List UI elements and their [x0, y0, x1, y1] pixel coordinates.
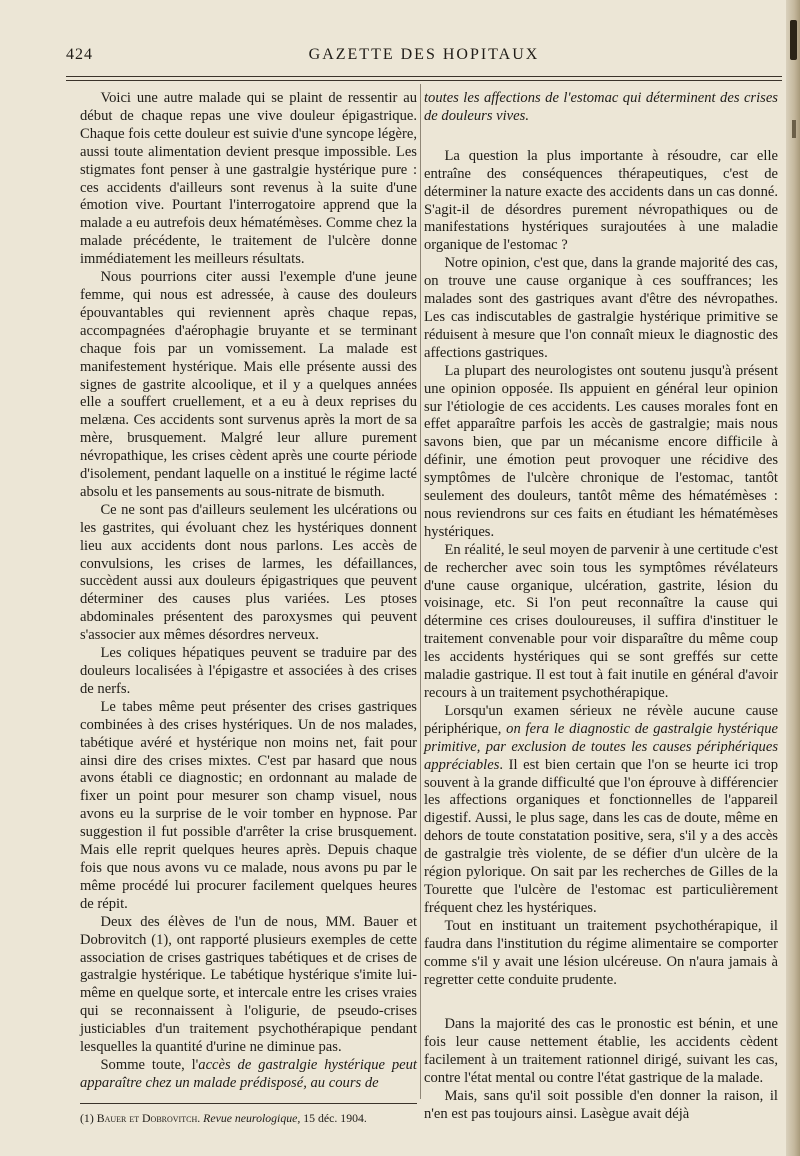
- footnote-authors: Bauer et Dobrovitch.: [96, 1111, 201, 1125]
- paragraph: Mais, sans qu'il soit possible d'en donner la raison, il n'en est pas toujours ainsi. Lasègue avait déjà: [424, 1088, 778, 1122]
- page-edge-mark: [790, 20, 797, 60]
- header-rule: [66, 76, 782, 77]
- footnote-rule: [80, 1103, 417, 1104]
- footnote: [80, 1111, 420, 1126]
- paragraph: Notre opinion, c'est que, dans la grande majorité des cas, on trouve une cause organique à ces souffrances; les malades sont des gastriques avant d'être des névropathes. Les cas indiscutables de gastralgie hystérique primitive se réduisent à mesure que l'on connaît mieux le diagnostic des affections gastriques.: [424, 255, 778, 361]
- paragraph: [80, 1057, 417, 1093]
- left-column: [80, 90, 417, 1093]
- paragraph: Tout en instituant un traitement psychothérapique, il faudra dans l'institution du régime alimentaire se comporter comme s'il y avait une lésion ulcéreuse. On n'aura jamais à regretter cette conduite prudente.: [424, 917, 778, 988]
- paragraph: Dans la majorité des cas le pronostic est bénin, et une fois leur cause nettement établie, les accidents cèdent facilement à un traitement rationnel dirigé, suivant les cas, contre l'état mental ou contre l'état gastrique de la malade.: [424, 1016, 778, 1087]
- page-edge-mark: [792, 120, 796, 138]
- footnote-marker: (1): [80, 1111, 97, 1125]
- paragraph: Deux des élèves de l'un de nous, MM. Bauer et Dobrovitch (1), ont rapporté plusieurs exemples de cette association de crises gastriques tabétiques et de crises de gastralgie hystérique. Le tabétique hystérique s'imite lui-même en quelque sorte, et intercale entre les crises vraies qui se reconnaissent à l'oligurie, de pseudo-crises justiciables d'un traitement psychothérapique pendant lesquelles la quantité d'urine ne diminue pas.: [80, 913, 417, 1056]
- paragraph-text: . Il est bien certain que l'on se heurte ici trop souvent à la grande difficulté que l'on éprouve à différencier les affections organiques et fonctionnelles de l'appareil digestif. Aussi, le plus sage, dans les cas de doute, même en dehors de toute constatation positive, sera, s'il y a des accès de gastralgie très violente, de se défier d'un ulcère de la région pylorique. On sait par les recherches de Gilles de la Tourette que l'ulcère de l'estomac est particulièrement fréquent chez les hystériques.: [424, 756, 778, 916]
- page-number: 424: [66, 46, 93, 63]
- journal-title: GAZETTE DES HOPITAUX: [308, 46, 540, 63]
- paragraph: [424, 90, 778, 126]
- paragraph: Nous pourrions citer aussi l'exemple d'une jeune femme, qui nous est adressée, à cause des douleurs épouvantables qui reviennent après chaque repas, accompagnées d'aérophagie bruyante et se terminant chaque fois par un vomissement. La malade est manifestement hystérique. Mais elle présente aussi des signes de gastrite alcoolique, et il y a quelques années elle a souffert cruellement, et a eu à deux reprises du melæna. Ces accidents sont survenus après la mort de sa mère, brusquement. Malgré leur allure purement névropathique, les crises cèdent après une courte période d'isolement, pendant laquelle on a institué le régime lacté absolu et les pansements au sous-nitrate de bismuth.: [80, 269, 417, 500]
- header-rule: [66, 80, 782, 81]
- paragraph: La question la plus importante à résoudre, car elle entraîne des conséquences thérapeutiques, c'est de déterminer la nature exacte des accidents dans un cas donné. S'agit-il de désordres purement névropathiques ou de manifestations hystériques surajoutées à une maladie organique de l'estomac ?: [424, 147, 778, 254]
- footnote-journal: Revue neurologique,: [203, 1111, 301, 1125]
- footnote-date: 15 déc. 1904.: [300, 1111, 367, 1125]
- emphasized-text: accès de gastralgie hystérique peut apparaître chez un malade prédisposé, au cours de: [80, 1056, 417, 1091]
- paragraph: Les coliques hépatiques peuvent se traduire par des douleurs localisées à l'épigastre et associées à des crises de nerfs.: [80, 645, 417, 697]
- paragraph-text: Lorsqu'un examen sérieux ne révèle aucune cause périphérique,: [424, 702, 778, 737]
- paragraph: Le tabes même peut présenter des crises gastriques combinées à des crises hystériques. Un de nos malades, tabétique avéré et hystérique non moins net, fait pour ainsi dire des crises mixtes. C'est par hasard que nous avons établi ce diagnostic; en ordonnant au malade de fixer un point pour mesurer son champ visuel, nous avons eu la surprise de le voir tomber en hypnose. Par suggestion il fut possible d'arrêter la crise brusquement. Mais elle reprit quelques heures après. Depuis chaque fois que nous avons vu ce malade, nous avons pu par le même procédé lui procurer facilement quelques heures de répit.: [80, 698, 417, 912]
- paragraph: [424, 703, 778, 918]
- emphasized-text: toutes les affections de l'estomac qui déterminent des crises de douleurs vives.: [424, 90, 778, 124]
- paragraph: En réalité, le seul moyen de parvenir à une certitude c'est de rechercher avec soin tous les symptômes révélateurs d'une cause organique, ulcération, gastrite, lésion du voisinage, etc. Si l'on peut reconnaître la cause qui détermine ces crises douloureuses, il suffira d'instituer le traitement convenable pour voir disparaître du même coup les accidents hystériques qui se sont greffés sur cette maladie gastrique. Il est tout à fait inutile en général d'avoir recours à un traitement psychothérapique.: [424, 541, 778, 701]
- right-column: [424, 90, 778, 1124]
- paragraph: Voici une autre malade qui se plaint de ressentir au début de chaque repas une vive douleur épigastrique. Chaque fois cette douleur est suivie d'une syncope légère, aussi toute alimentation devient presque impossible. Les stigmates font penser à une gastralgie hystérique pure : ces accidents d'ailleurs sont revenus à la suite d'une émotion vive. Pourtant l'interrogatoire apprend que la malade a eu autrefois deux hématémèses. Comme chez la malade précédente, le traitement de l'ulcère donne immédiatement les meilleurs résultats.: [80, 90, 417, 268]
- page-header: [66, 46, 782, 70]
- column-divider: [420, 84, 421, 1099]
- emphasized-text: on fera le diagnostic de gastralgie hystérique primitive, par exclusion de toutes les causes périphériques appréciables: [424, 720, 778, 773]
- paragraph-text: Somme toute, l': [100, 1056, 199, 1073]
- paragraph: La plupart des neurologistes ont soutenu jusqu'à présent une opinion opposée. Ils appuient en général leur opinion sur l'étiologie de ces accidents. Les causes morales font en effet apparaître parfois les accès de gastralgie; mais nous savons bien, que par un mécanisme encore difficile à définir, une émotion peut provoquer une récidive des symptômes de l'ulcère chronique de l'estomac, tantôt seulement des douleurs, tantôt même des hématémèses : nous reviendrons sur ces faits en étudiant les hématémèses hystériques.: [424, 362, 778, 540]
- page-edge-shadow: [786, 0, 800, 1156]
- paragraph: Ce ne sont pas d'ailleurs seulement les ulcérations ou les gastrites, qui évoluant chez les hystériques donnent lieu aux accidents dont nous parlons. Les accès de convulsions, les crises de larmes, les défaillances, succèdent aussi aux douleurs épigastriques que peuvent déterminer des causes plus variées. Les ptoses abdominales présentent des paroxysmes qui peuvent s'associer aux mêmes désordres nerveux.: [80, 501, 417, 644]
